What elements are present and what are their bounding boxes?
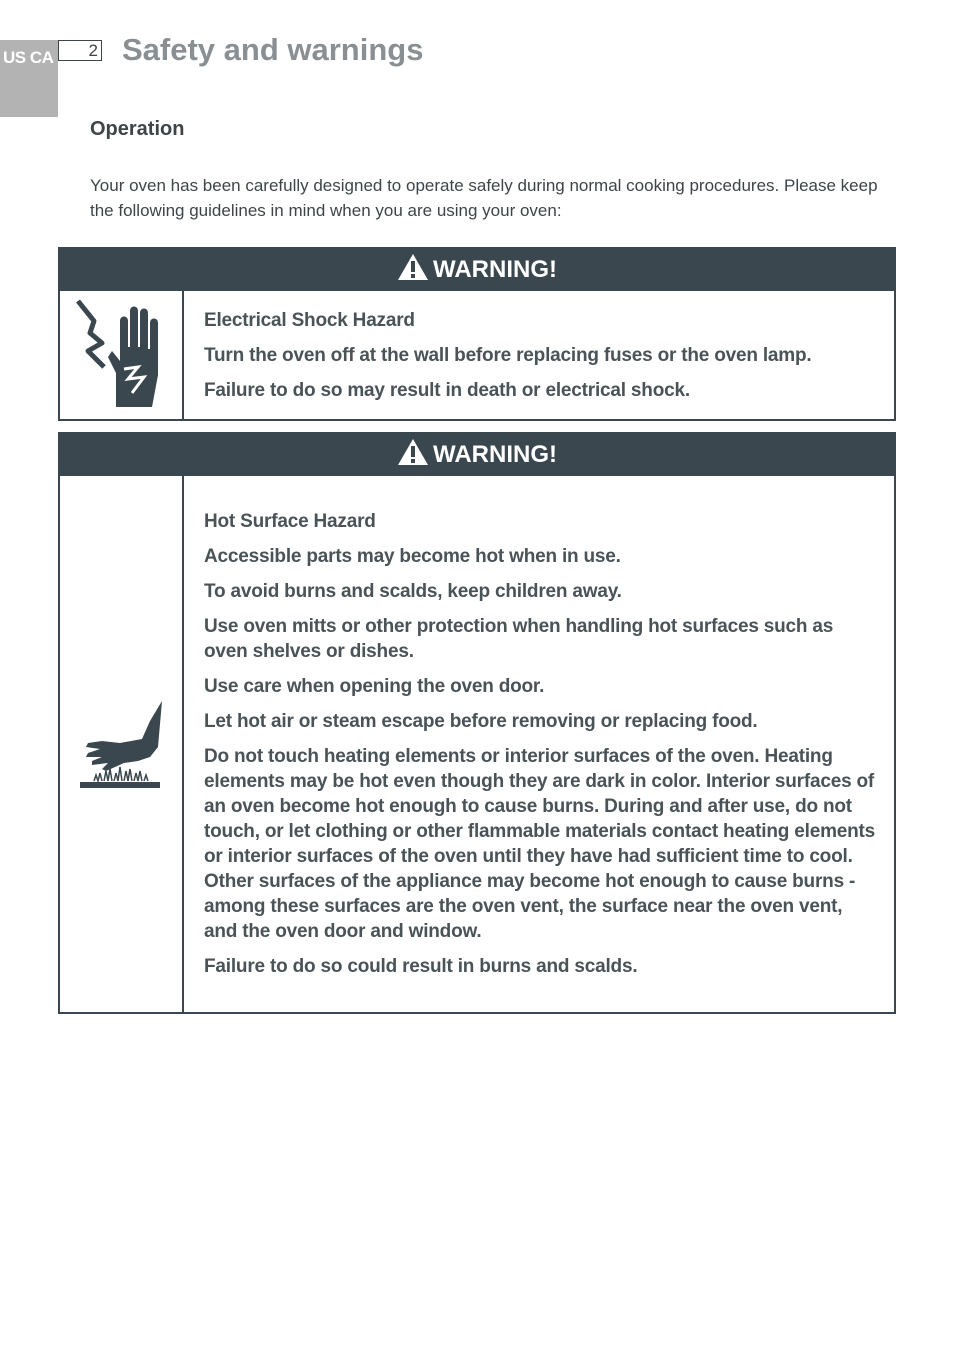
warning-box-hot-surface	[58, 432, 896, 1014]
warning-line: Do not touch heating elements or interior surfaces of the oven. Heating elements may be hot even though they are dark in color. Interior surfaces of an oven become hot enough to cause burns. During and after use, do not touch, or let clothing or other flammable materials contact heating elements or interior surfaces of the oven until they have had sufficient time to cool. Other surfaces of the appliance may become hot enough to cause burns - among these surfaces are the oven vent, the surface near the oven vent, and the oven door and window.	[204, 746, 876, 942]
warning-triangle-icon	[397, 253, 429, 281]
page-number: 2	[58, 40, 102, 61]
warning-line: Use care when opening the oven door.	[204, 676, 545, 697]
warning-line: To avoid burns and scalds, keep children away.	[204, 581, 622, 602]
electrical-shock-hand-icon	[76, 299, 166, 411]
warning-box-electrical	[58, 247, 896, 421]
icon-cell	[60, 291, 184, 419]
warning-line: Failure to do so may result in death or electrical shock.	[204, 380, 690, 401]
warning-label: WARNING!	[433, 441, 557, 468]
locale-tab: US CA	[0, 40, 58, 117]
warning-header	[60, 434, 894, 476]
warning-label: WARNING!	[433, 256, 557, 283]
warning-line: Accessible parts may become hot when in use.	[204, 546, 621, 567]
hot-surface-hand-icon	[80, 699, 162, 789]
warning-header	[60, 249, 894, 291]
warning-triangle-icon	[397, 438, 429, 466]
hazard-title: Electrical Shock Hazard	[204, 310, 415, 331]
warning-line: Let hot air or steam escape before removing or replacing food.	[204, 711, 758, 732]
warning-line: Failure to do so could result in burns and scalds.	[204, 956, 638, 977]
hazard-title: Hot Surface Hazard	[204, 511, 376, 532]
warning-line: Turn the oven off at the wall before replacing fuses or the oven lamp.	[204, 345, 812, 366]
page-title: Safety and warnings	[122, 32, 424, 67]
section-heading: Operation	[90, 118, 185, 140]
intro-paragraph: Your oven has been carefully designed to operate safely during normal cooking procedures. Please keep the following guidelines in mind when you are using your oven:	[90, 176, 878, 220]
icon-cell	[60, 476, 184, 1012]
warning-line: Use oven mitts or other protection when handling hot surfaces such as oven shelves or dishes.	[204, 616, 834, 662]
